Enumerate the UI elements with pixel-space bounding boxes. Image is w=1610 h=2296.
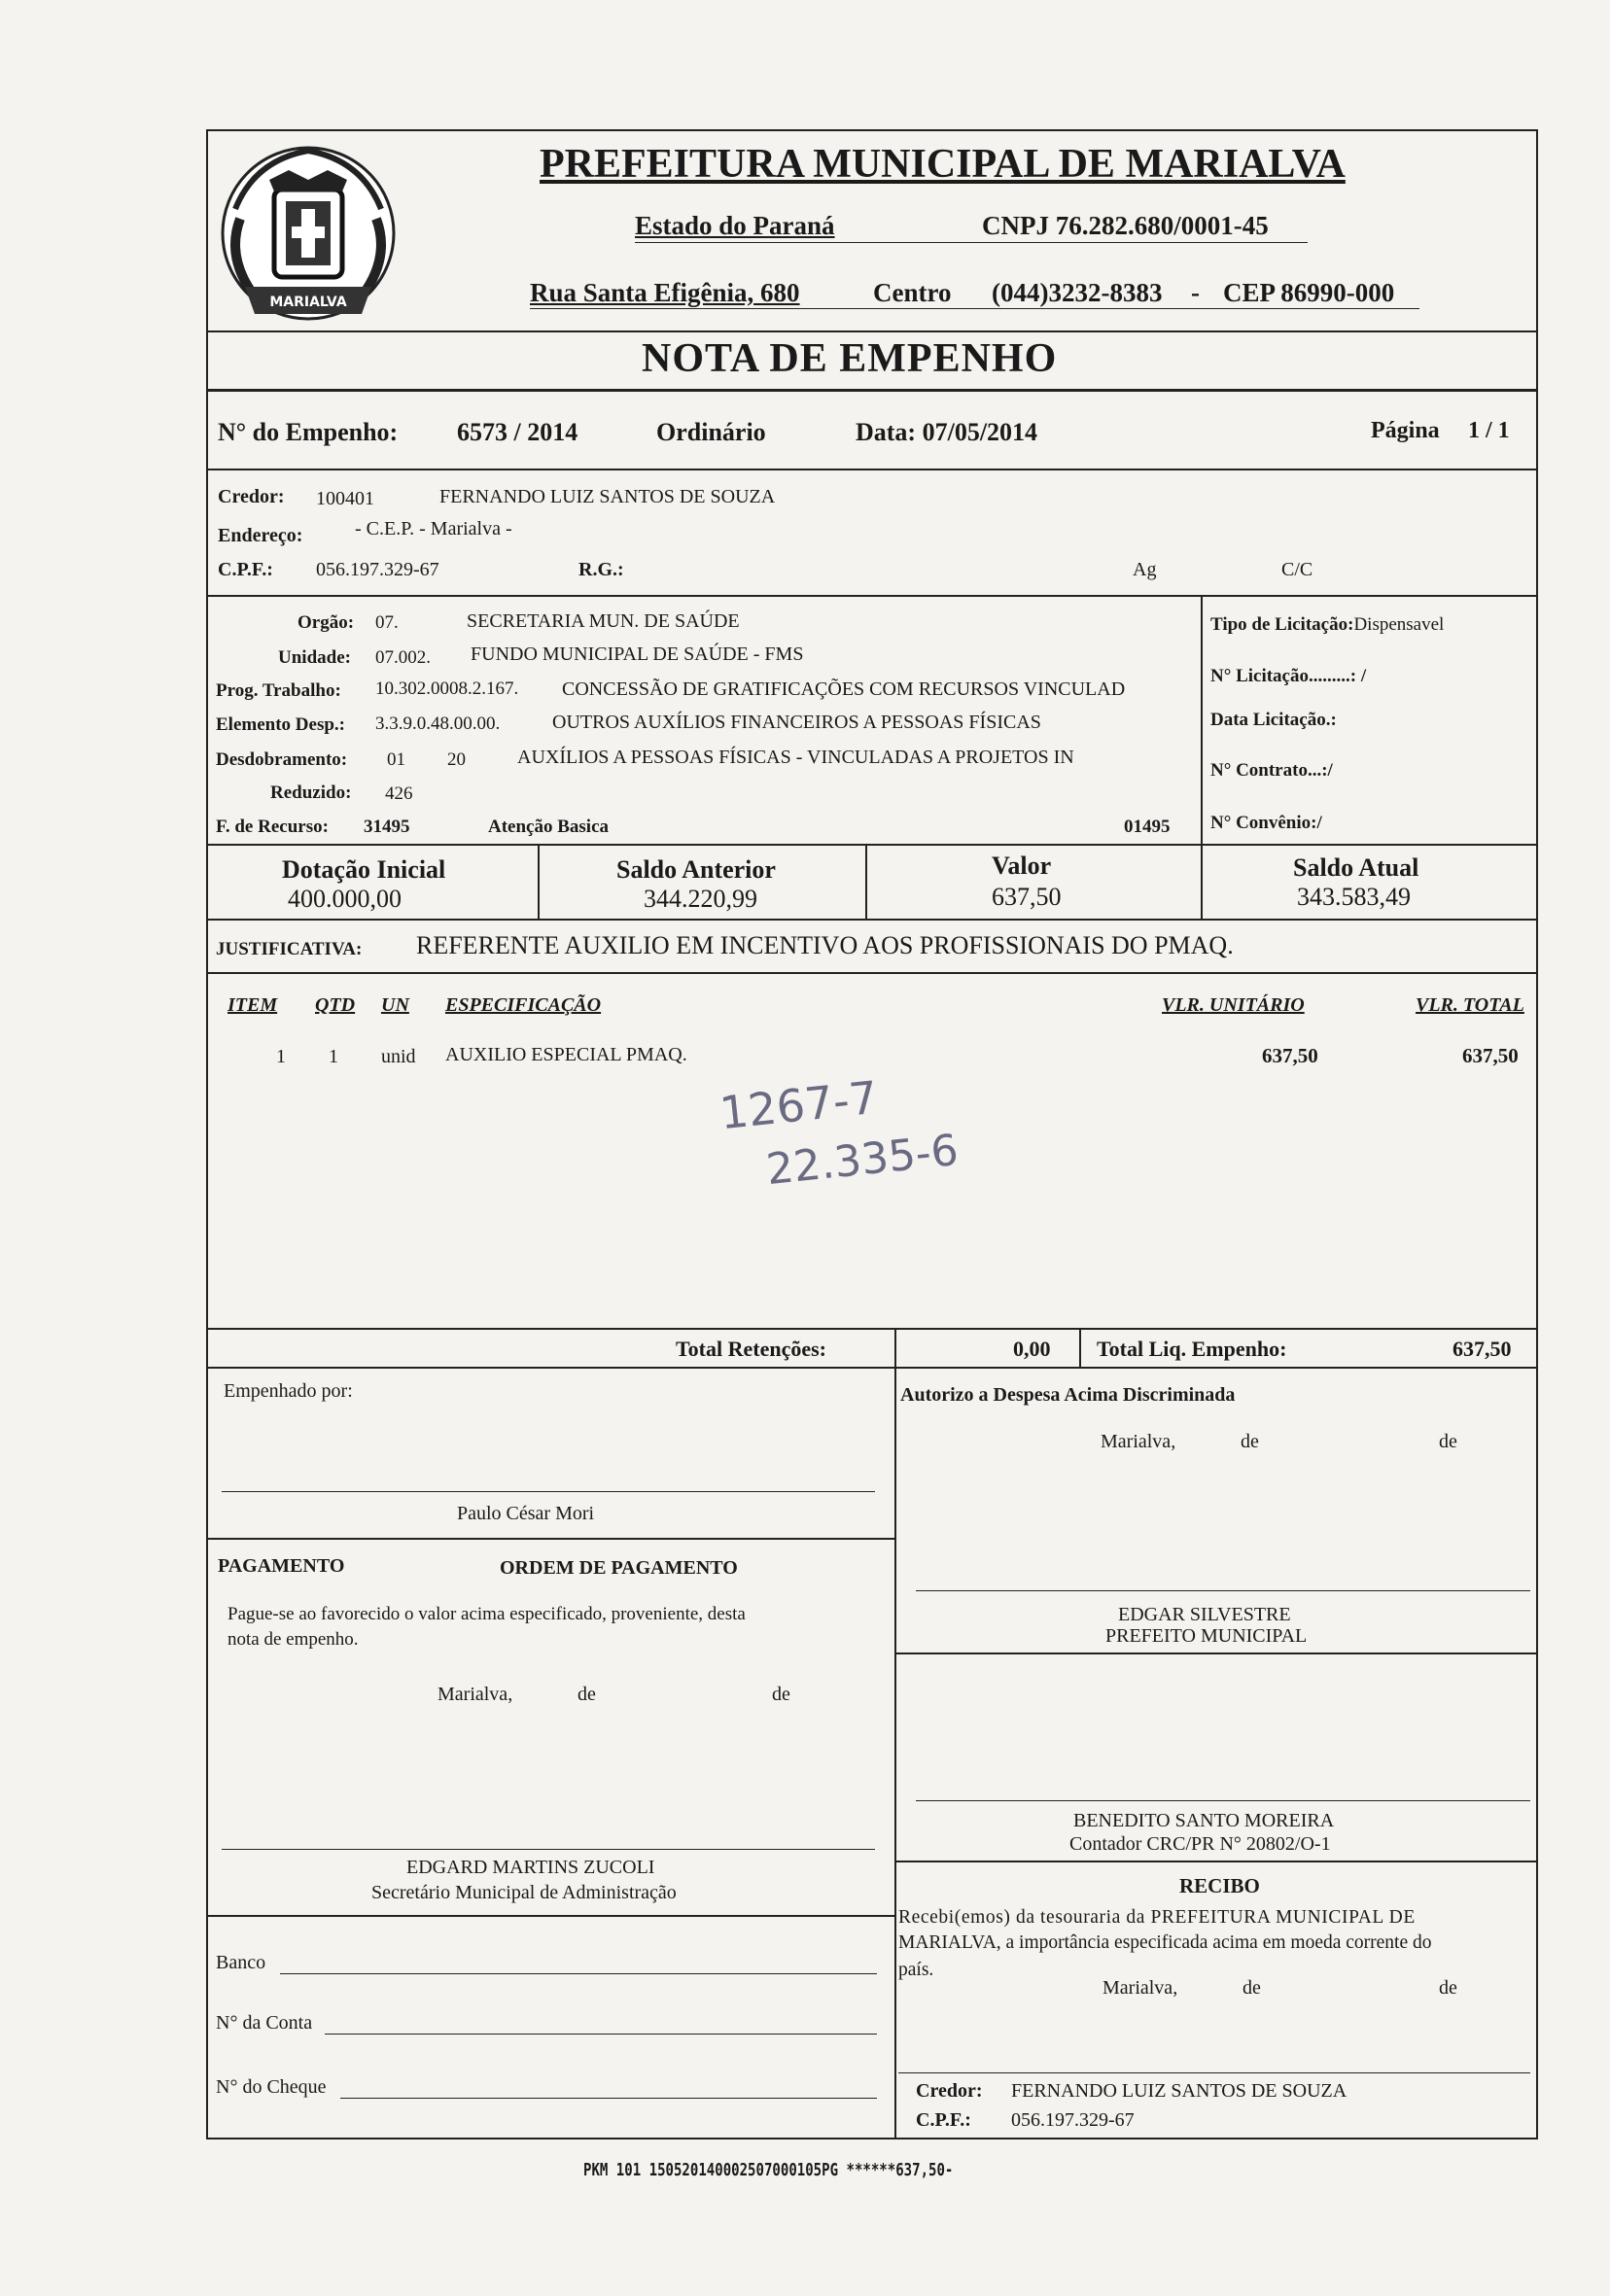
contrato-number: N° Contrato...:/: [1210, 760, 1333, 781]
empenhado-label: Empenhado por:: [224, 1380, 353, 1402]
licitacao-tipo-label: Tipo de Licitação:: [1210, 614, 1354, 635]
unidade-name: FUNDO MUNICIPAL DE SAÚDE - FMS: [471, 644, 804, 665]
credor-code: 100401: [316, 488, 374, 509]
rule: [206, 919, 1538, 921]
autorizo-label: Autorizo a Despesa Acima Discriminada: [900, 1384, 1236, 1406]
rule: [1201, 844, 1203, 919]
rule: [206, 469, 1538, 470]
recibo-cpf-value: 056.197.329-67: [1011, 2109, 1135, 2131]
prog-label: Prog. Trabalho:: [216, 680, 341, 701]
fonte-right-code: 01495: [1124, 817, 1171, 837]
row-unit-value: 637,50: [1262, 1044, 1318, 1067]
row-spec: AUXILIO ESPECIAL PMAQ.: [445, 1044, 687, 1065]
autorizo-de-1: de: [1241, 1431, 1259, 1452]
cc-label: C/C: [1281, 559, 1313, 580]
saldo-atual-value: 343.583,49: [1297, 883, 1411, 911]
recibo-line-3: país.: [898, 1960, 934, 1980]
rule: [206, 595, 1538, 597]
rule: [206, 1367, 1538, 1369]
saldo-anterior-label: Saldo Anterior: [616, 855, 776, 884]
conta-label: N° da Conta: [216, 2012, 313, 2034]
prog-code: 10.302.0008.2.167.: [375, 678, 519, 699]
reduzido-label: Reduzido:: [270, 783, 352, 803]
recibo-de-1: de: [1242, 1977, 1261, 1999]
recibo-signature-line: [898, 2072, 1530, 2073]
col-spec-header: ESPECIFICAÇÃO: [445, 994, 602, 1016]
district: Centro: [873, 278, 952, 307]
pagamento-label: PAGAMENTO: [218, 1555, 345, 1577]
empenho-label: N° do Empenho:: [218, 418, 399, 446]
cnpj: CNPJ 76.282.680/0001-45: [982, 211, 1269, 240]
prefeito-signature-line: [916, 1590, 1530, 1591]
empenho-type: Ordinário: [656, 418, 766, 446]
rule: [206, 844, 1538, 846]
licitacao-date: Data Licitação.:: [1210, 710, 1337, 730]
ag-label: Ag: [1133, 559, 1157, 580]
rule: [206, 330, 1538, 332]
credor-name: FERNANDO LUIZ SANTOS DE SOUZA: [439, 486, 776, 507]
elemento-name: OUTROS AUXÍLIOS FINANCEIROS A PESSOAS FÍSICAS: [552, 712, 1041, 733]
endereco-value: - C.E.P. - Marialva -: [355, 518, 512, 539]
rg-label: R.G.:: [578, 559, 624, 580]
contador-name: BENEDITO SANTO MOREIRA: [1073, 1810, 1335, 1831]
prefeito-role: PREFEITO MUNICIPAL: [1105, 1625, 1308, 1647]
rule: [865, 844, 867, 919]
recibo-cpf-label: C.P.F.:: [916, 2109, 971, 2131]
col-un-header: UN: [381, 994, 409, 1016]
autorizo-de-2: de: [1439, 1431, 1457, 1452]
fonte-name: Atenção Basica: [488, 817, 610, 837]
phone: (044)3232-8383: [992, 278, 1163, 307]
col-item-header: ITEM: [228, 994, 278, 1016]
rule: [894, 1652, 1538, 1654]
cheque-label: N° do Cheque: [216, 2076, 327, 2098]
pagamento-text-1: Pague-se ao favorecido o valor acima especificado, proveniente, desta: [228, 1604, 746, 1624]
barcode-text: PKM 101 150520140002507000105PG ******637,50-: [583, 2160, 954, 2180]
rule: [206, 1328, 1538, 1330]
cpf-value: 056.197.329-67: [316, 559, 439, 580]
coat-of-arms-logo: [216, 141, 401, 330]
row-item: 1: [276, 1046, 286, 1067]
conta-field-line[interactable]: [325, 2034, 877, 2035]
rule: [206, 389, 1538, 392]
cpf-label: C.P.F.:: [218, 559, 273, 580]
saldo-atual-label: Saldo Atual: [1293, 853, 1419, 882]
col-unit-header: VLR. UNITÁRIO: [1162, 994, 1305, 1016]
empenho-number: 6573 / 2014: [457, 418, 578, 446]
address-separator: -: [1191, 278, 1200, 307]
retencoes-label: Total Retenções:: [676, 1337, 826, 1361]
document-title: NOTA DE EMPENHO: [642, 336, 1058, 381]
page-value: 1 / 1: [1468, 418, 1510, 443]
rule: [894, 1328, 896, 1367]
banco-label: Banco: [216, 1952, 266, 1973]
rule: [206, 1538, 894, 1540]
rule: [206, 1915, 894, 1917]
desdobramento-label: Desdobramento:: [216, 749, 348, 770]
saldo-anterior-value: 344.220,99: [644, 885, 757, 913]
liquido-label: Total Liq. Empenho:: [1097, 1337, 1287, 1361]
pagamento-text-2: nota de empenho.: [228, 1629, 359, 1650]
handwritten-note-1: 1267-7: [717, 1070, 881, 1140]
elemento-code: 3.3.9.0.48.00.00.: [375, 713, 501, 734]
row-un: unid: [381, 1046, 416, 1067]
liquido-value: 637,50: [1452, 1337, 1512, 1361]
orgao-name: SECRETARIA MUN. DE SAÚDE: [467, 610, 740, 632]
orgao-label: Orgão:: [298, 612, 355, 633]
fonte-label: F. de Recurso:: [216, 817, 329, 837]
rule: [1079, 1328, 1081, 1367]
ordem-pagamento-label: ORDEM DE PAGAMENTO: [500, 1557, 738, 1579]
endereco-label: Endereço:: [218, 525, 303, 546]
municipality-title: PREFEITURA MUNICIPAL DE MARIALVA: [540, 142, 1346, 187]
rule: [1201, 595, 1203, 844]
secretario-role: Secretário Municipal de Administração: [371, 1882, 677, 1903]
handwritten-note-2: 22.335-6: [763, 1125, 961, 1196]
desdobramento-b: 20: [447, 749, 466, 770]
prog-name: CONCESSÃO DE GRATIFICAÇÕES COM RECURSOS VINCULAD: [562, 678, 1126, 700]
reduzido-value: 426: [385, 783, 413, 804]
col-qtd-header: QTD: [315, 994, 356, 1016]
row-total-value: 637,50: [1462, 1044, 1519, 1067]
desdobramento-name: AUXÍLIOS A PESSOAS FÍSICAS - VINCULADAS A PROJETOS IN: [517, 747, 1074, 768]
orgao-code: 07.: [375, 612, 399, 633]
rule: [894, 1861, 1538, 1862]
cep: CEP 86990-000: [1223, 278, 1395, 307]
justificativa-text: REFERENTE AUXILIO EM INCENTIVO AOS PROFISSIONAIS DO PMAQ.: [416, 931, 1234, 959]
secretario-name: EDGARD MARTINS ZUCOLI: [406, 1857, 655, 1878]
rule: [894, 1367, 896, 2139]
empenhado-name: Paulo César Mori: [457, 1503, 595, 1524]
licitacao-tipo-value: Dispensavel: [1353, 614, 1445, 635]
page-label: Página: [1371, 418, 1440, 443]
contador-role: Contador CRC/PR N° 20802/O-1: [1069, 1833, 1331, 1855]
row-qtd: 1: [329, 1046, 338, 1067]
recibo-line-2: MARIALVA, a importância especificada acima em moeda corrente do: [898, 1932, 1432, 1953]
col-total-header: VLR. TOTAL: [1416, 994, 1524, 1016]
empenhado-signature-line: [222, 1491, 875, 1492]
state-underline: [635, 242, 1308, 243]
pagamento-place: Marialva,: [438, 1684, 513, 1705]
recibo-title: RECIBO: [1179, 1874, 1260, 1897]
elemento-label: Elemento Desp.:: [216, 714, 345, 735]
recibo-place: Marialva,: [1102, 1977, 1178, 1999]
rule: [206, 972, 1538, 974]
pagamento-de-2: de: [772, 1684, 790, 1705]
rule: [538, 844, 540, 919]
dotacao-value: 400.000,00: [288, 885, 402, 913]
licitacao-number: N° Licitação.........: /: [1210, 666, 1367, 686]
recibo-de-2: de: [1439, 1977, 1457, 1999]
credor-label: Credor:: [218, 486, 285, 507]
unidade-code: 07.002.: [375, 647, 431, 668]
street-address: Rua Santa Efigênia, 680: [530, 278, 800, 307]
recibo-credor-value: FERNANDO LUIZ SANTOS DE SOUZA: [1011, 2080, 1348, 2102]
address-underline: [530, 308, 1419, 309]
prefeito-name: EDGAR SILVESTRE: [1118, 1604, 1291, 1625]
dotacao-label: Dotação Inicial: [282, 855, 446, 884]
contador-signature-line: [916, 1800, 1530, 1801]
unidade-label: Unidade:: [278, 647, 351, 668]
valor-value: 637,50: [992, 883, 1062, 911]
desdobramento-a: 01: [387, 749, 405, 770]
recibo-line-1: Recebi(emos) da tesouraria da PREFEITURA MUNICIPAL DE: [898, 1907, 1416, 1928]
valor-label: Valor: [992, 852, 1052, 880]
svg-text:MARIALVA: MARIALVA: [269, 295, 347, 310]
convenio-number: N° Convênio:/: [1210, 813, 1322, 833]
banco-field-line[interactable]: [280, 1973, 877, 1974]
cheque-field-line[interactable]: [340, 2098, 877, 2099]
justificativa-label: JUSTIFICATIVA:: [216, 939, 363, 959]
pagamento-de-1: de: [578, 1684, 596, 1705]
empenho-date: Data: 07/05/2014: [856, 418, 1038, 446]
recibo-credor-label: Credor:: [916, 2080, 983, 2102]
state-name: Estado do Paraná: [635, 211, 835, 240]
retencoes-value: 0,00: [1013, 1337, 1051, 1361]
fonte-code: 31495: [364, 817, 410, 837]
secretario-signature-line: [222, 1849, 875, 1850]
licitacao-tipo: [1210, 614, 1444, 636]
autorizo-place: Marialva,: [1101, 1431, 1176, 1452]
